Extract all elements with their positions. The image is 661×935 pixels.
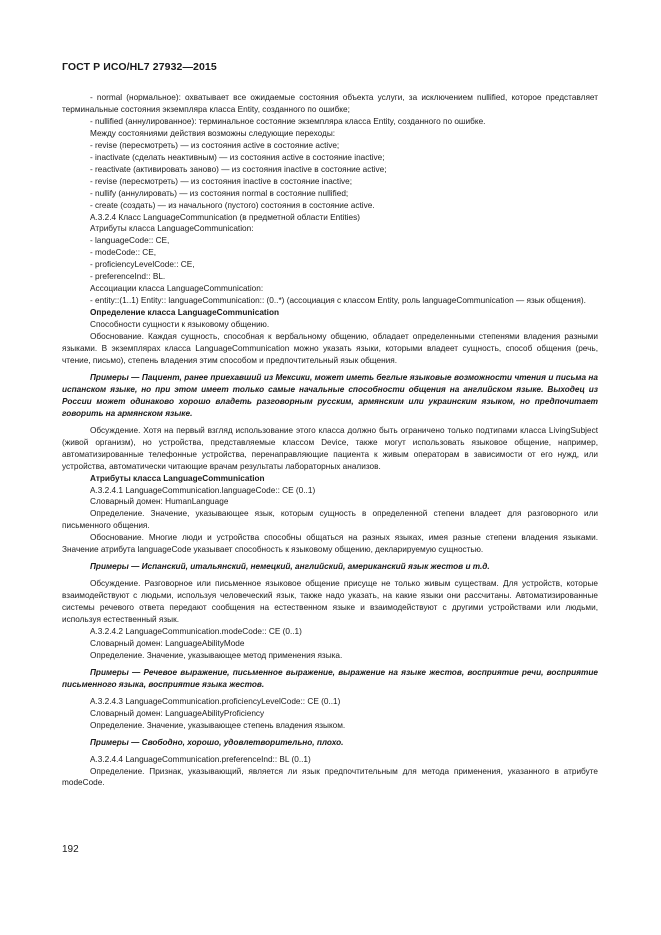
- paragraph: Определение. Значение, указывающее степень владения языком.: [90, 720, 346, 730]
- paragraph: Примеры — Испанский, итальянский, немецкий, английский, американский язык жестов и т.д.: [90, 562, 490, 572]
- paragraph: Определение. Значение, указывающее метод применения языка.: [90, 650, 343, 660]
- paragraph: - nullified (аннулированное): терминальное состояние экземпляра класса Entity, созданного по ошибке.: [90, 116, 486, 126]
- paragraph: - preferenceInd:: BL.: [90, 272, 166, 282]
- paragraph: - reactivate (активировать заново) — из состояния inactive в состояние active;: [90, 164, 387, 174]
- paragraph: - revise (пересмотреть) — из состояния active в состояние active;: [90, 140, 340, 150]
- paragraph: Обсуждение. Хотя на первый взгляд использование этого класса должно быть ограничено только подтипами класса LivingSubject (живой организм), но устройства, представляемые классом Device, также могут использовать языковое общение, например, автоматизированные телефонные устройства, перенаправляющие пациента к живым операторам в зависимости от его нужд, или устройства, автоматически читающие врачам результаты лабораторных анализов.: [62, 425, 598, 471]
- paragraph: Обоснование. Каждая сущность, способная к вербальному общению, обладает определенными степенями владения разными языками. В экземплярах класса LanguageCommunication можно указать языки, которыми владеет сущность, способ общения (речь, чтение, письмо), степень владения этим способом и предпочтительный язык общения.: [62, 332, 598, 365]
- paragraph: Атрибуты класса LanguageCommunication: [90, 473, 265, 483]
- paragraph: Ассоциации класса LanguageCommunication:: [90, 284, 264, 294]
- document-body: [62, 92, 598, 789]
- paragraph: Способности сущности к языковому общению.: [90, 320, 270, 330]
- paragraph: - normal (нормальное): охватывает все ожидаемые состояния объекта услуги, за исключением nullified, которое представляет терминальные состояния экземпляра класса Entity, созданного по ошибке;: [62, 93, 598, 114]
- paragraph: Между состояниями действия возможны следующие переходы:: [90, 128, 336, 138]
- paragraph: Словарный домен: LanguageAbilityProficiency: [90, 708, 265, 718]
- paragraph: - inactivate (сделать неактивным) — из состояния active в состояние inactive;: [90, 152, 385, 162]
- paragraph: Примеры — Пациент, ранее приехавший из Мексики, может иметь беглые языковые возможности чтения и письма на испанском языке, но при этом имеет только самые начальные способности общения на английском языке. Выходец из России может одинаково хорошо владеть разговорным русским, армянским или украинским языком, но предпочитает говорить на армянском языке.: [62, 372, 598, 418]
- paragraph: A.3.2.4 Класс LanguageCommunication (в предметной области Entities): [90, 212, 360, 222]
- paragraph: A.3.2.4.3 LanguageCommunication.proficiencyLevelCode:: CE (0..1): [90, 696, 341, 706]
- paragraph: - entity::(1..1) Entity:: languageCommunication:: (0..*) (ассоциация с классом Entity, роль languageCommunication — язык общения).: [90, 296, 586, 306]
- paragraph: A.3.2.4.4 LanguageCommunication.preferenceInd:: BL (0..1): [90, 754, 311, 764]
- paragraph: - modeCode:: CE,: [90, 248, 157, 258]
- paragraph: Определение. Значение, указывающее язык, которым сущность в определенной степени владеет для разговорного или письменного общения.: [62, 509, 598, 531]
- paragraph: Словарный домен: LanguageAbilityMode: [90, 638, 245, 648]
- document-header: ГОСТ Р ИСО/HL7 27932—2015: [62, 61, 217, 73]
- paragraph: Атрибуты класса LanguageCommunication:: [90, 224, 254, 234]
- paragraph: - revise (пересмотреть) — из состояния inactive в состояние inactive;: [90, 176, 353, 186]
- paragraph: Словарный домен: HumanLanguage: [90, 497, 229, 507]
- paragraph: - proficiencyLevelCode:: CE,: [90, 260, 195, 270]
- paragraph: Определение класса LanguageCommunication: [90, 308, 280, 318]
- paragraph: A.3.2.4.2 LanguageCommunication.modeCode:: CE (0..1): [90, 626, 302, 636]
- paragraph: Обсуждение. Разговорное или письменное языковое общение присуще не только живым существам. Для устройств, которые взаимодействуют с людьми, используя человеческий язык, также надо указать, на какие языки они рассчитаны. Автоматизированные системы речевого ответа передают сообщения на естественном языке и взаимодействуют с другими устройствами или людьми, используя естественный язык.: [62, 579, 598, 625]
- paragraph: Примеры — Речевое выражение, письменное выражение, выражение на языке жестов, восприятие речи, восприятие письменного языка, восприятие языка жестов.: [62, 667, 598, 689]
- paragraph: A.3.2.4.1 LanguageCommunication.languageCode:: CE (0..1): [90, 485, 316, 495]
- paragraph: - create (создать) — из начального (пустого) состояния в состояние active.: [90, 200, 375, 210]
- paragraph: Примеры — Свободно, хорошо, удовлетворительно, плохо.: [90, 737, 344, 747]
- page-number: 192: [62, 844, 79, 855]
- paragraph: Обоснование. Многие люди и устройства способны общаться на разных языках, имея разные степени владения языками. Значение атрибута languageCode указывает способность к языковому общению, декларируемую сущностью.: [62, 533, 598, 555]
- paragraph: Определение. Признак, указывающий, является ли язык предпочтительным для метода применения, указанного в атрибуте modeCode.: [62, 766, 598, 788]
- paragraph: - nullify (аннулировать) — из состояния normal в состояние nullified;: [90, 188, 349, 198]
- paragraph: - languageCode:: CE,: [90, 236, 170, 246]
